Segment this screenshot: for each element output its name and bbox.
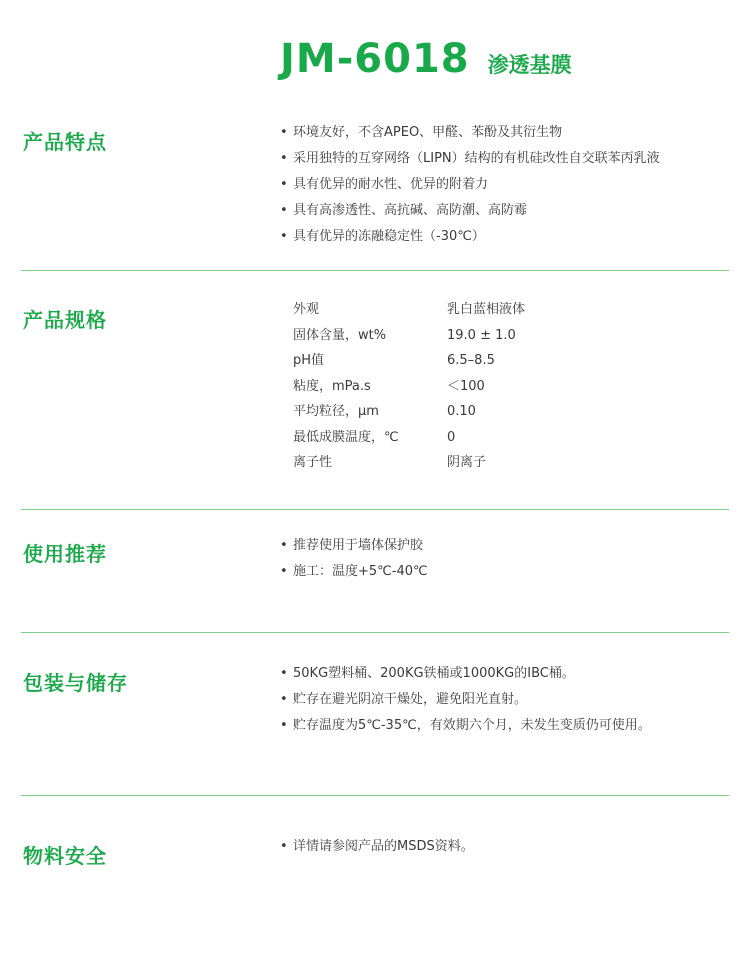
bullet-icon: • bbox=[280, 177, 288, 192]
bullet-icon: • bbox=[280, 229, 288, 244]
list-item: • 50KG塑料桶、200KG铁桶或1000KG的IBC桶。 bbox=[280, 661, 651, 687]
list-item: • 采用独特的互穿网络（LIPN）结构的有机硅改性自交联苯丙乳液 bbox=[280, 146, 660, 172]
table-row: 平均粒径，μm 0.10 bbox=[293, 404, 476, 419]
product-name: 渗透基膜 bbox=[487, 53, 572, 77]
bullet-icon: • bbox=[280, 538, 288, 553]
list-item: • 推荐使用于墙体保护胶 bbox=[280, 533, 428, 559]
recommendations-list bbox=[280, 533, 428, 585]
section-divider bbox=[21, 632, 729, 633]
list-item: • 施工：温度+5℃-40℃ bbox=[280, 559, 428, 585]
bullet-icon: • bbox=[280, 125, 288, 140]
bullet-icon: • bbox=[280, 564, 288, 579]
table-row: 最低成膜温度，℃ 0 bbox=[293, 429, 456, 445]
list-item: • 贮存在避光阴凉干燥处，避免阳光直射。 bbox=[280, 687, 651, 713]
table-row: pH值 6.5–8.5 bbox=[293, 353, 495, 368]
features-list bbox=[280, 120, 660, 250]
section-title-packaging-storage: 包装与储存 bbox=[23, 671, 128, 695]
list-item: • 具有高渗透性、高抗碱、高防潮、高防霉 bbox=[280, 198, 660, 224]
list-item: • 贮存温度为5℃-35℃，有效期六个月，未发生变质仍可使用。 bbox=[280, 713, 651, 739]
bullet-icon: • bbox=[280, 839, 288, 854]
list-item: • 环境友好，不含APEO、甲醛、苯酚及其衍生物 bbox=[280, 120, 660, 146]
safety-list bbox=[280, 834, 474, 860]
section-divider bbox=[21, 509, 729, 510]
list-item: • 具有优异的耐水性、优异的附着力 bbox=[280, 172, 660, 198]
table-row: 外观 乳白蓝相液体 bbox=[293, 302, 526, 317]
section-title-specifications: 产品规格 bbox=[23, 308, 107, 332]
bullet-icon: • bbox=[280, 666, 288, 681]
section-title-recommendations: 使用推荐 bbox=[23, 542, 107, 566]
bullet-icon: • bbox=[280, 151, 288, 166]
table-row: 粘度，mPa.s ＜100 bbox=[293, 378, 485, 394]
specifications-table bbox=[293, 297, 525, 476]
table-row: 离子性 阴离子 bbox=[293, 455, 487, 470]
bullet-icon: • bbox=[280, 692, 288, 707]
section-title-features: 产品特点 bbox=[23, 130, 107, 154]
product-code: JM-6018 bbox=[280, 36, 470, 82]
table-row: 固体含量，wt% 19.0 ± 1.0 bbox=[293, 327, 516, 343]
bullet-icon: • bbox=[280, 203, 288, 218]
section-divider bbox=[21, 270, 729, 271]
list-item: • 具有优异的冻融稳定性（-30℃） bbox=[280, 224, 660, 250]
packaging-list bbox=[280, 661, 651, 739]
document-header bbox=[280, 36, 572, 86]
list-item: • 详情请参阅产品的MSDS资料。 bbox=[280, 834, 474, 860]
section-title-material-safety: 物料安全 bbox=[23, 844, 107, 868]
section-divider bbox=[21, 795, 729, 796]
bullet-icon: • bbox=[280, 718, 288, 733]
